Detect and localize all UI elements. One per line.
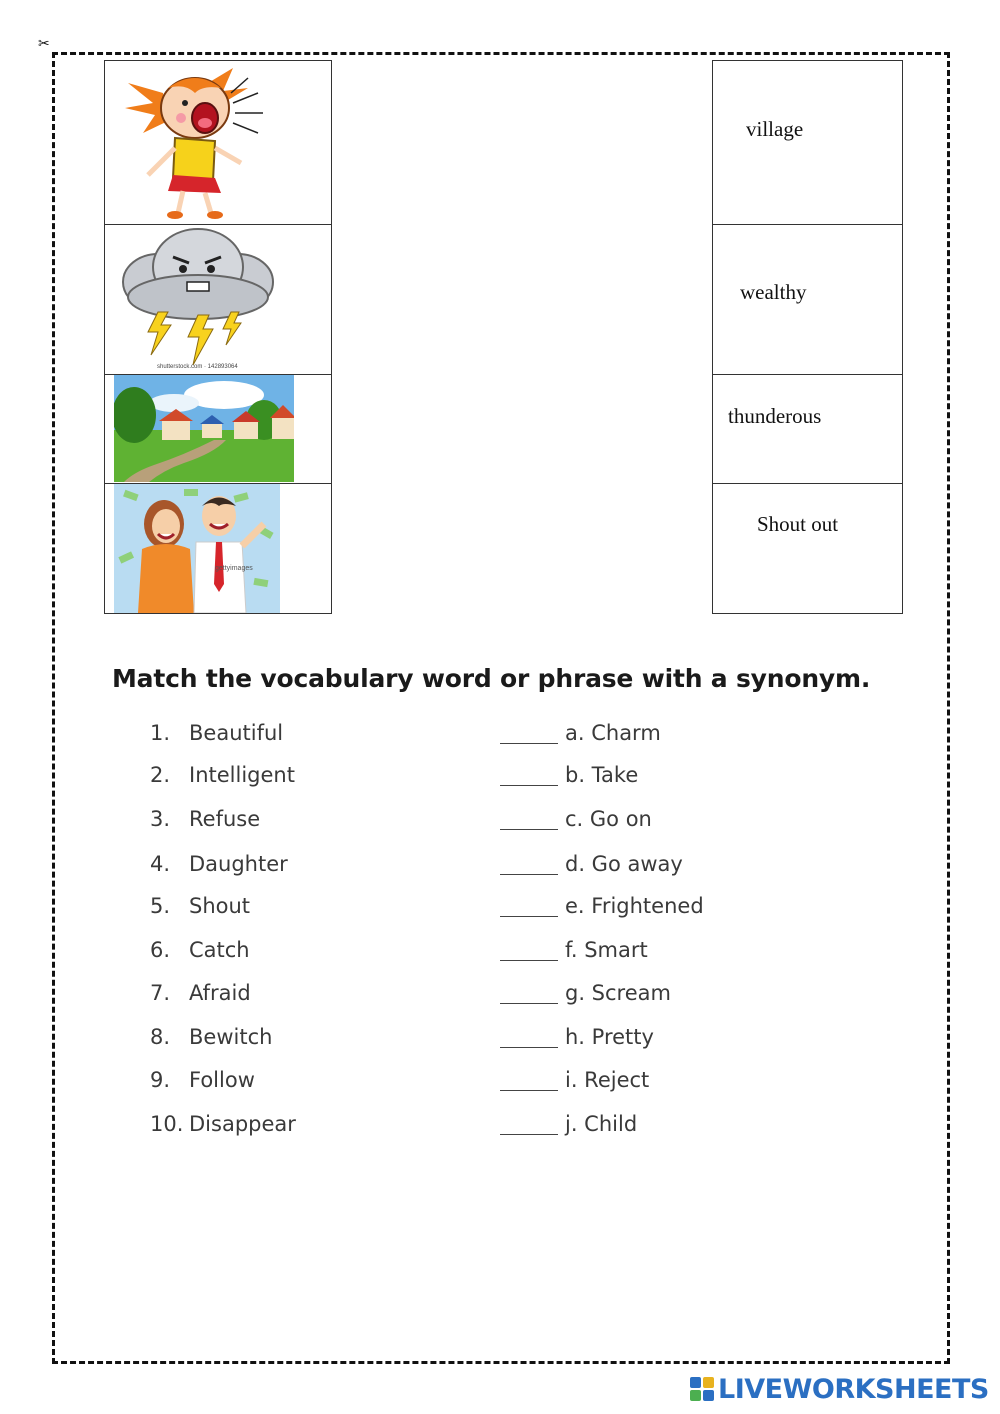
screaming-girl-icon — [123, 63, 273, 223]
item-word: Shout — [189, 894, 251, 918]
answer-blank[interactable] — [500, 960, 558, 961]
list-item — [0, 1112, 1000, 1142]
item-word: Catch — [189, 938, 250, 962]
list-item — [0, 721, 1000, 751]
scissors-icon: ✂ — [38, 36, 50, 52]
item-word: Refuse — [189, 807, 261, 831]
liveworksheets-icon — [690, 1377, 714, 1401]
picture-cell-wealthy-couple[interactable] — [105, 484, 331, 615]
item-synonym: f. Smart — [565, 938, 648, 962]
word-cell[interactable] — [713, 375, 902, 484]
item-number: 6. — [150, 938, 171, 962]
picture-cell-village[interactable] — [105, 375, 331, 484]
wealthy-couple-money-icon — [114, 484, 280, 613]
item-number: 2. — [150, 763, 171, 787]
word-label: thunderous — [728, 404, 822, 428]
item-synonym: e. Frightened — [565, 894, 704, 918]
item-number: 5. — [150, 894, 171, 918]
liveworksheets-logo[interactable] — [690, 1372, 989, 1406]
item-synonym: c. Go on — [565, 807, 652, 831]
word-cell[interactable] — [713, 225, 902, 375]
item-word: Beautiful — [189, 721, 284, 745]
picture-cell-screaming-girl[interactable] — [105, 61, 331, 225]
item-number: 7. — [150, 981, 171, 1005]
answer-blank[interactable] — [500, 743, 558, 744]
word-column — [712, 60, 903, 614]
item-number: 1. — [150, 721, 171, 745]
item-number: 4. — [150, 852, 171, 876]
list-item — [0, 1025, 1000, 1055]
answer-blank[interactable] — [500, 1003, 558, 1004]
item-synonym: h. Pretty — [565, 1025, 654, 1049]
watermark: gettyimages — [215, 565, 253, 572]
word-cell[interactable] — [713, 61, 902, 225]
word-label: village — [746, 117, 804, 141]
answer-blank[interactable] — [500, 1047, 558, 1048]
item-number: 9. — [150, 1068, 171, 1092]
picture-cell-storm-cloud[interactable] — [105, 225, 331, 375]
answer-blank[interactable] — [500, 1090, 558, 1091]
item-word: Disappear — [189, 1112, 296, 1136]
image-caption: shutterstock.com · 142893064 — [157, 364, 238, 370]
answer-blank[interactable] — [500, 829, 558, 830]
list-item — [0, 1068, 1000, 1098]
answer-blank[interactable] — [500, 1134, 558, 1135]
item-synonym: g. Scream — [565, 981, 671, 1005]
answer-blank[interactable] — [500, 916, 558, 917]
item-word: Follow — [189, 1068, 255, 1092]
item-number: 3. — [150, 807, 171, 831]
word-label: wealthy — [740, 280, 807, 304]
item-number: 10. — [150, 1112, 184, 1136]
item-word: Intelligent — [189, 763, 295, 787]
list-item — [0, 807, 1000, 837]
list-item — [0, 938, 1000, 968]
answer-blank[interactable] — [500, 874, 558, 875]
item-synonym: b. Take — [565, 763, 639, 787]
list-item — [0, 894, 1000, 924]
item-number: 8. — [150, 1025, 171, 1049]
angry-storm-cloud-icon — [113, 227, 283, 372]
word-cell[interactable] — [713, 484, 902, 615]
instruction-heading: Match the vocabulary word or phrase with a synonym. — [112, 664, 871, 693]
village-landscape-icon — [114, 375, 294, 482]
word-label: Shout out — [757, 512, 839, 536]
item-word: Daughter — [189, 852, 288, 876]
logo-text: LIVEWORKSHEETS — [718, 1373, 989, 1405]
item-synonym: i. Reject — [565, 1068, 650, 1092]
list-item — [0, 763, 1000, 793]
answer-blank[interactable] — [500, 785, 558, 786]
list-item — [0, 852, 1000, 882]
list-item — [0, 981, 1000, 1011]
item-word: Afraid — [189, 981, 251, 1005]
item-synonym: j. Child — [565, 1112, 638, 1136]
item-synonym: d. Go away — [565, 852, 683, 876]
item-word: Bewitch — [189, 1025, 273, 1049]
item-synonym: a. Charm — [565, 721, 661, 745]
picture-column — [104, 60, 332, 614]
